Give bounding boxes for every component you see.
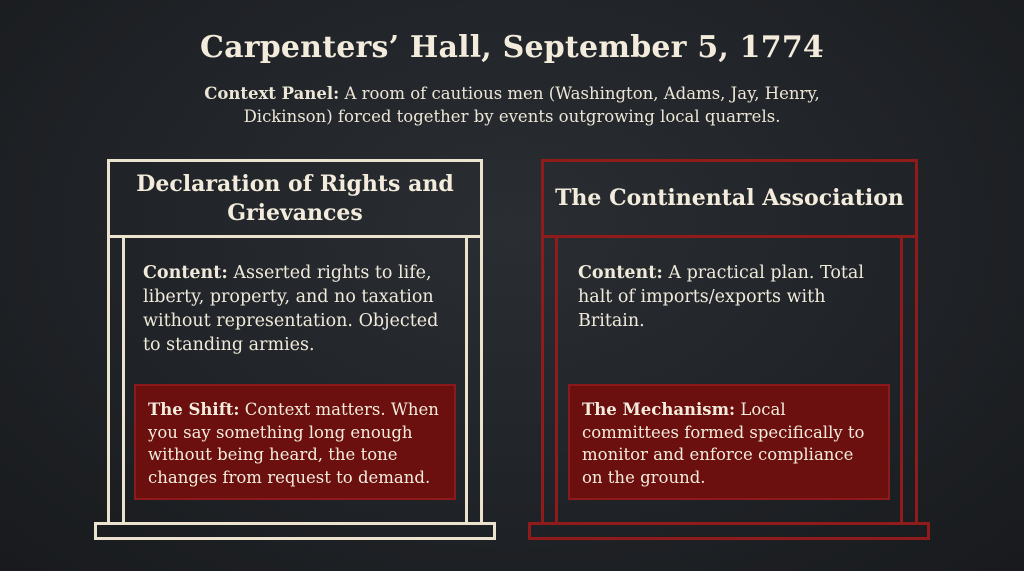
mechanism-label: The Mechanism: — [582, 400, 736, 419]
association-base — [528, 522, 930, 540]
declaration-content-label: Content: — [143, 263, 228, 283]
association-heading: The Continental Association — [541, 159, 918, 238]
mechanism-text: Local committees formed specifically to monitor and enforce compliance on the ground. — [582, 400, 865, 487]
context-label: Context Panel: — [204, 84, 340, 103]
association-mechanism-callout — [568, 384, 890, 500]
shift-text: Context matters. When you say something long enough without being heard, the tone changes from request to demand. — [148, 400, 439, 487]
shift-label: The Shift: — [148, 400, 240, 419]
association-pillar-right — [900, 238, 903, 523]
association-pillar-left — [555, 238, 558, 523]
declaration-content-text: Asserted rights to life, liberty, property, and no taxation without representation. Objected to standing armies. — [143, 263, 439, 355]
declaration-base — [94, 522, 496, 540]
declaration-pillar-right — [465, 238, 468, 523]
association-content — [578, 261, 878, 333]
context-text: A room of cautious men (Washington, Adams, Jay, Henry, Dickinson) forced together by events outgrowing local quarrels. — [243, 84, 820, 126]
context-panel — [180, 82, 844, 128]
declaration-content — [143, 261, 453, 357]
declaration-shift-callout — [134, 384, 456, 500]
declaration-pillar-left — [122, 238, 125, 523]
association-content-text: A practical plan. Total halt of imports/exports with Britain. — [578, 263, 864, 331]
association-content-label: Content: — [578, 263, 663, 283]
page-title: Carpenters’ Hall, September 5, 1774 — [200, 30, 824, 65]
declaration-heading: Declaration of Rights and Grievances — [107, 159, 483, 238]
